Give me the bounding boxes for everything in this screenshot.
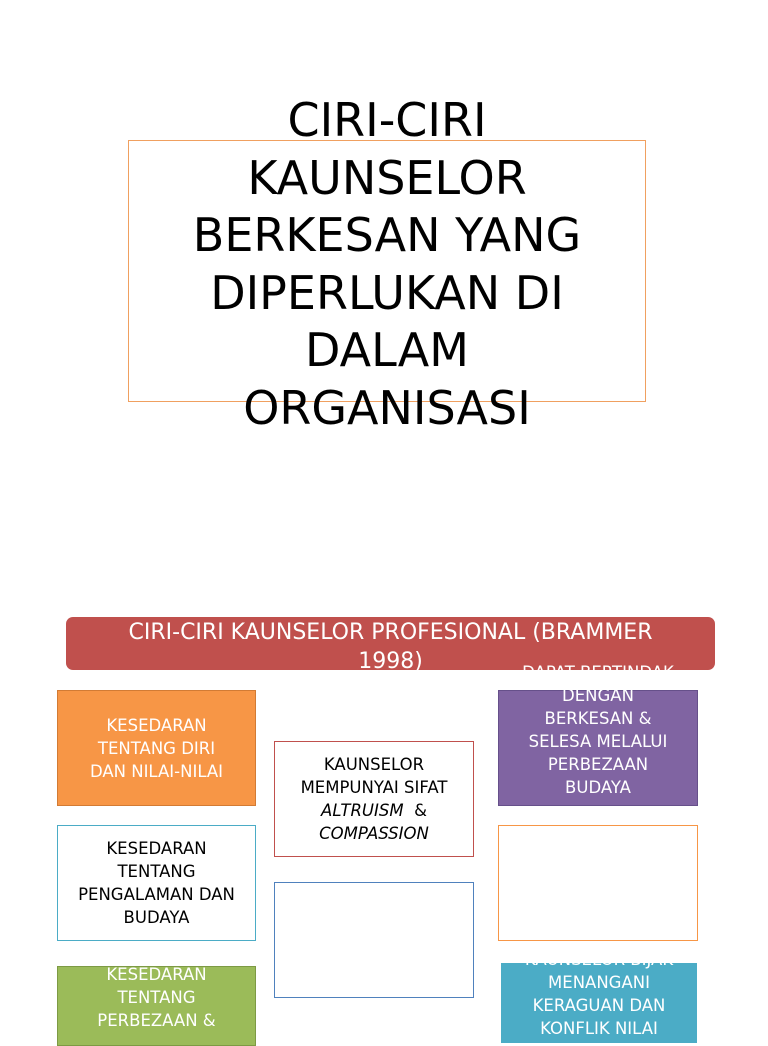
- box-line: KESEDARAN: [106, 715, 207, 735]
- box-line: KERAGUAN DAN: [532, 996, 666, 1015]
- title-line: BERKESAN YANG: [192, 208, 582, 262]
- box-text: [522, 661, 674, 799]
- box-line: KESEDARAN: [106, 965, 207, 984]
- box-line: BUDAYA: [123, 908, 190, 927]
- box-experience-culture: [57, 825, 256, 941]
- box-text: [301, 753, 448, 845]
- ampersand: &: [414, 801, 427, 820]
- box-line: [301, 822, 448, 845]
- box-line: KAUNSELOR: [323, 755, 425, 774]
- box-empty-center: [274, 882, 474, 998]
- box-self-awareness: [57, 690, 256, 806]
- box-empty-right: [498, 825, 698, 941]
- box-conflict-handling: [501, 950, 697, 1043]
- title-line: DIPERLUKAN DI: [210, 265, 564, 320]
- box-line: DENGAN: [562, 686, 634, 705]
- box-line: KONFLIK NILAI: [540, 1019, 658, 1038]
- box-line: DAPAT BERTINDAK: [522, 663, 674, 682]
- box-text: [78, 837, 235, 929]
- box-line: TENTANG DIRI: [97, 738, 216, 758]
- content-slide: [0, 576, 768, 1038]
- title-line: DALAM: [305, 323, 469, 377]
- italic-term: COMPASSION: [319, 824, 429, 843]
- box-line: DAN NILAI-NILAI: [89, 761, 224, 781]
- box-altruism: [274, 741, 474, 857]
- title-line: CIRI-CIRI: [287, 93, 487, 147]
- box-line: BUDAYA: [565, 778, 631, 797]
- box-text: [90, 714, 223, 783]
- box-differences: [57, 966, 256, 1046]
- box-line: KESEDARAN: [106, 839, 207, 858]
- box-line: BERKESAN &: [544, 709, 652, 728]
- box-line: TENTANG: [117, 862, 196, 881]
- banner-line: 1998): [358, 649, 423, 674]
- title-line: KAUNSELOR: [247, 150, 527, 205]
- box-line: PERBEZAAN &: [97, 1011, 216, 1030]
- box-line: PERBEZAAN: [547, 755, 649, 774]
- box-text: [97, 963, 215, 1032]
- box-line: MEMPUNYAI SIFAT: [300, 778, 448, 797]
- title-line: ORGANISASI: [243, 380, 531, 435]
- box-line: MENANGANI: [548, 973, 650, 992]
- box-line: SELESA MELALUI: [528, 732, 668, 751]
- box-text: [525, 948, 673, 1040]
- box-cultural-action: [498, 663, 698, 806]
- italic-term: ALTRUISM: [321, 801, 404, 820]
- box-line: [301, 799, 448, 822]
- box-line: TENTANG: [117, 988, 196, 1007]
- banner-line: CIRI-CIRI KAUNSELOR PROFESIONAL (BRAMMER: [128, 620, 653, 645]
- slide-title: [100, 92, 674, 437]
- box-line: KAUNSELOR BIJAK: [524, 950, 674, 969]
- box-line: PENGALAMAN DAN: [78, 885, 235, 904]
